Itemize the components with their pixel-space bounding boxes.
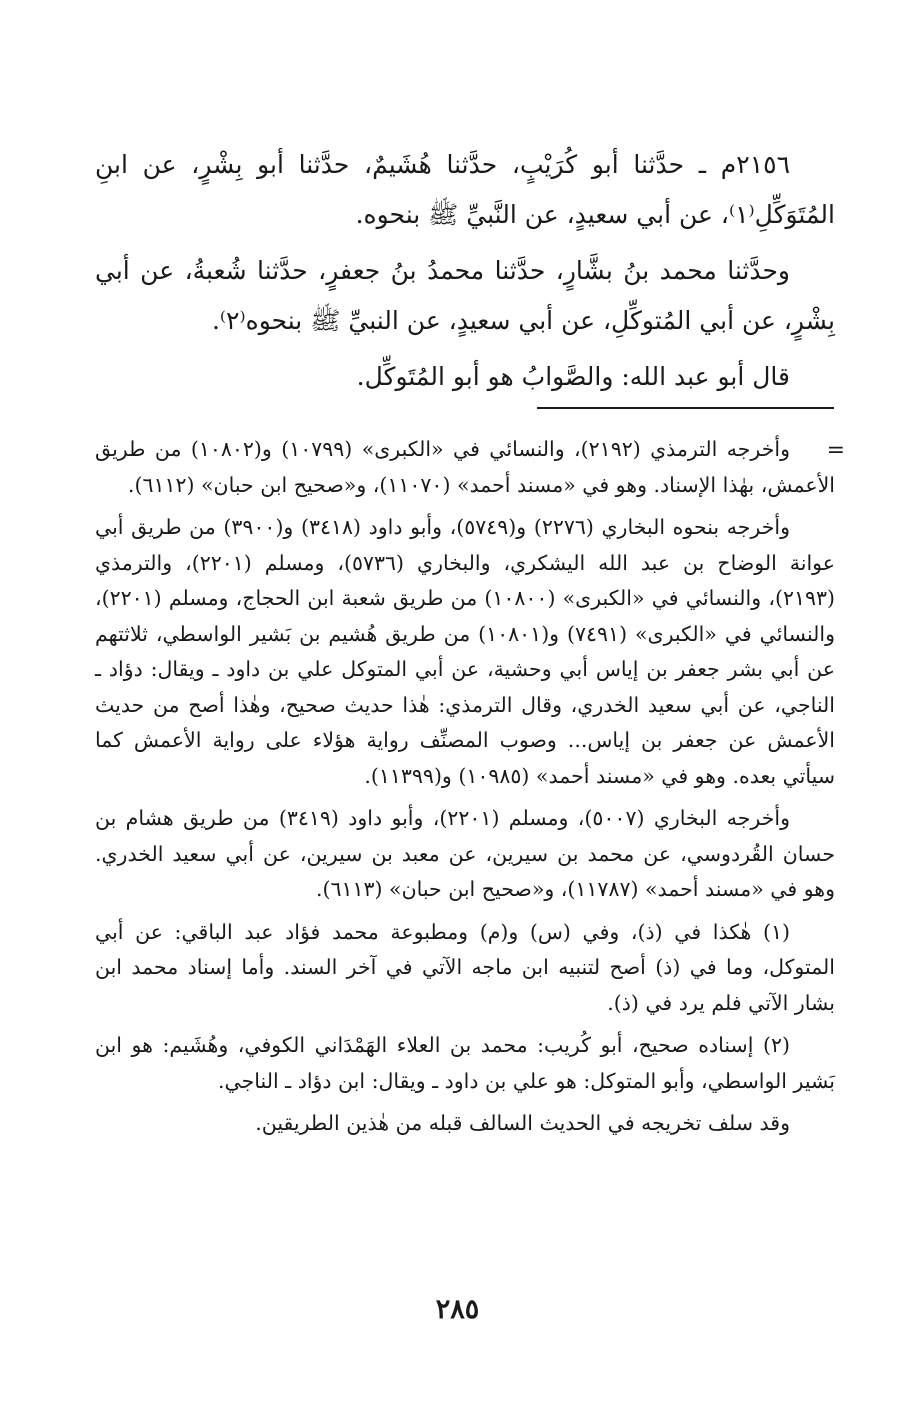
footnote-paragraph: وأخرجه الترمذي (٢١٩٢)، والنسائي في «الكبرى» (١٠٧٩٩) و(١٠٨٠٢) من طريق الأعمش، بهٰذا الإسناد. وهو في «مسند أحمد» (١١٠٧٠)، و«صحيح ابن حبان» (٦١١٢). <box>95 437 835 497</box>
hadith-paragraph: قال أبو عبد الله: والصَّوابُ هو أبو المُتَوكِّل. <box>356 362 790 391</box>
page-number: ٢٨٥ <box>435 1294 480 1325</box>
footnote-paragraph: وقد سلف تخريجه في الحديث السالف قبله من هٰذين الطريقين. <box>255 1111 790 1135</box>
footnote-continuation-mark: = <box>826 438 845 463</box>
footnote-paragraph: وأخرجه بنحوه البخاري (٢٢٧٦) و(٥٧٤٩)، وأبو داود (٣٤١٨) و(٣٩٠٠) من طريق أبي عوانة الوضاح بن عبد الله اليشكري، والبخاري (٥٧٣٦)، ومسلم (٢٢٠١)، والترمذي (٢١٩٣)، والنسائي في «الكبرى» (١٠٨٠٠) من طريق شعبة ابن الحجاج، ومسلم (٢٢٠١)، والنسائي في «الكبرى» (٧٤٩١) و(١٠٨٠١) من طريق هُشيم بن بَشير الواسطي، ثلاثتهم عن أبي بشر جعفر بن إياس أبي وحشية، عن أبي المتوكل علي بن داود ـ ويقال: دؤاد ـ الناجي، عن أبي سعيد الخدري، وقال الترمذي: هٰذا حديث صحيح، وهٰذا أصح من حديث الأعمش عن جعفر بن إياس... وصوب المصنِّف رواية هؤلاء على رواية الأعمش كما سيأتي بعده. وهو في «مسند أحمد» (١٠٩٨٥) و(١١٣٩٩). <box>95 515 835 788</box>
footnote-paragraph: وأخرجه البخاري (٥٠٠٧)، ومسلم (٢٢٠١)، وأبو داود (٣٤١٩) من طريق هشام بن حسان القُردوسي، عن محمد بن سيرين، عن معبد بن سيرين، عن أبي سعيد الخدري. وهو في «مسند أحمد» (١١٧٨٧)، و«صحيح ابن حبان» (٦١١٣). <box>95 806 835 901</box>
footnote-separator <box>537 407 834 409</box>
footnote-2: (٢) إسناده صحيح، أبو كُريب: محمد بن العلاء الهَمْدَاني الكوفي، وهُشَيم: هو ابن بَشير الواسطي، وأبو المتوكل: هو علي بن داود ـ ويقال: ابن دؤاد ـ الناجي. <box>95 1033 835 1093</box>
hadith-text <box>95 140 835 408</box>
hadith-paragraph: ٢١٥٦م ـ حدَّثنا أبو كُرَيْبٍ، حدَّثنا هُشَيمٌ، حدَّثنا أبو بِشْرٍ، عن ابنِ المُتَوَكِّلِ⁽١⁾، عن أبي سعيدٍ، عن النَّبيِّ ﷺ بنحوه. <box>95 150 835 229</box>
footnotes <box>95 432 835 1149</box>
hadith-paragraph: وحدَّثنا محمد بنُ بشَّارٍ، حدَّثنا محمدُ بنُ جعفرٍ، حدَّثنا شُعبةُ، عن أبي بِشْرٍ، عن أبي المُتوكِّلِ، عن أبي سعيدٍ، عن النبيِّ ﷺ بنحوه⁽٢⁾. <box>95 256 835 335</box>
footnote-1: (١) هٰكذا في (ذ)، وفي (س) و(م) ومطبوعة محمد فؤاد عبد الباقي: عن أبي المتوكل، وما في (ذ) أصح لتنبيه ابن ماجه الآتي في آخر السند. وأما إسناد محمد ابن بشار الآتي فلم يرد في (ذ). <box>95 919 835 1015</box>
